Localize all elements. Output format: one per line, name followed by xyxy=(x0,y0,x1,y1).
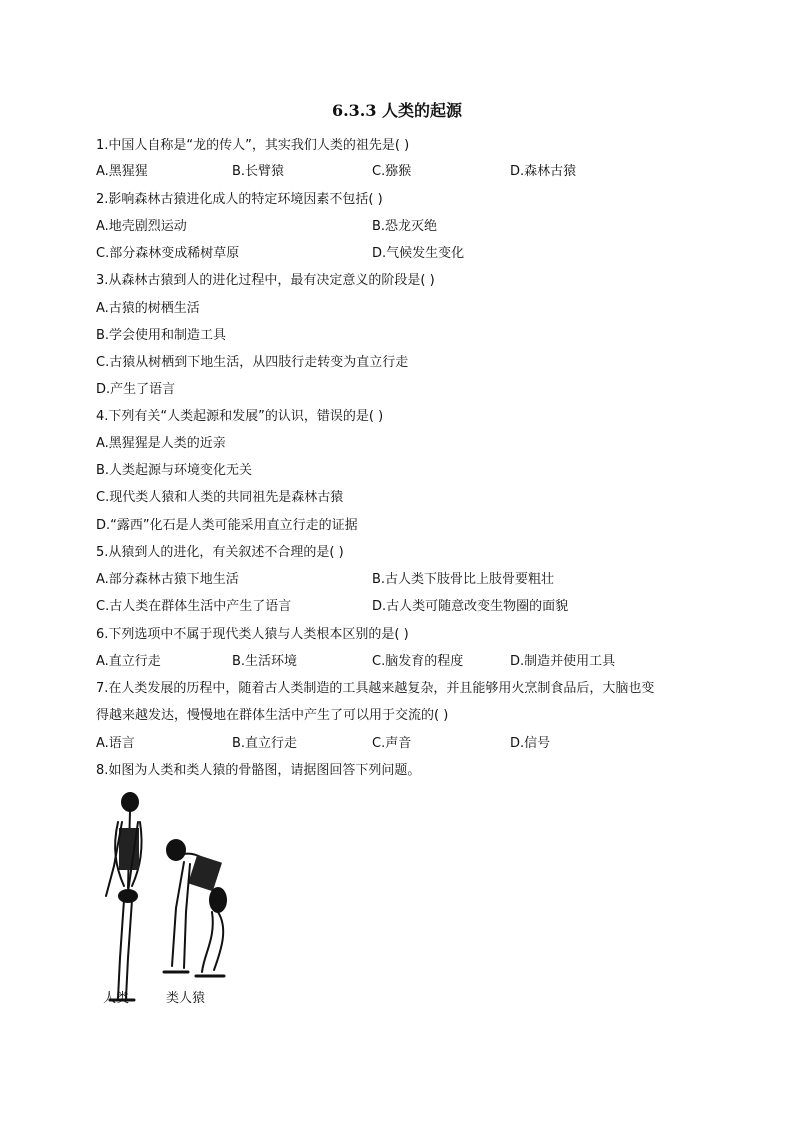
question-7-option-a: A.语言 xyxy=(96,736,135,751)
question-6-option-b: B.生活环境 xyxy=(232,654,298,669)
question-2-option-d: D.气候发生变化 xyxy=(372,246,465,261)
question-4-option-d: D.“露西”化石是人类可能采用直立行走的证据 xyxy=(96,518,358,533)
question-7-option-b: B.直立行走 xyxy=(232,736,298,751)
question-1-option-a: A.黑猩猩 xyxy=(96,164,148,179)
ape-skeleton xyxy=(164,840,226,976)
question-5-stem: 5.从猿到人的进化，有关叙述不合理的是( ) xyxy=(96,545,344,560)
skeleton-figure xyxy=(92,788,242,1008)
question-4-option-a: A.黑猩猩是人类的近亲 xyxy=(96,436,226,451)
question-7-stem-line1: 7.在人类发展的历程中，随着古人类制造的工具越来越复杂，并且能够用火烹制食品后，大脑也变 xyxy=(96,681,655,696)
question-2-stem: 2.影响森林古猿进化成人的特定环境因素不包括( ) xyxy=(96,192,383,207)
question-1-option-b: B.长臂猿 xyxy=(232,164,285,179)
question-8-stem: 8.如图为人类和类人猿的骨骼图，请据图回答下列问题。 xyxy=(96,763,421,778)
question-6-option-a: A.直立行走 xyxy=(96,654,161,669)
question-2-option-c: C.部分森林变成稀树草原 xyxy=(96,246,240,261)
question-4-option-c: C.现代类人猿和人类的共同祖先是森林古猿 xyxy=(96,490,344,505)
question-5-option-c: C.古人类在群体生活中产生了语言 xyxy=(96,599,292,614)
question-2-option-b: B.恐龙灭绝 xyxy=(372,219,438,234)
question-3-option-a: A.古猿的树栖生活 xyxy=(96,301,200,316)
question-6-option-c: C.脑发育的程度 xyxy=(372,654,464,669)
question-2-option-a: A.地壳剧烈运动 xyxy=(96,219,187,234)
question-5-option-d: D.古人类可随意改变生物圈的面貌 xyxy=(372,599,569,614)
question-7-option-c: C.声音 xyxy=(372,736,412,751)
question-6-option-d: D.制造并使用工具 xyxy=(510,654,616,669)
question-7-option-d: D.信号 xyxy=(510,736,551,751)
page-title: 6.3.3 人类的起源 xyxy=(331,101,463,120)
question-1-option-d: D.森林古猿 xyxy=(510,164,577,179)
question-3-option-d: D.产生了语言 xyxy=(96,382,176,397)
caption-human: 人类 xyxy=(103,991,130,1006)
question-5-option-b: B.古人类下肢骨比上肢骨要粗壮 xyxy=(372,572,555,587)
question-3-option-b: B.学会使用和制造工具 xyxy=(96,328,227,343)
human-skeleton xyxy=(106,793,142,1000)
question-1-option-c: C.猕猴 xyxy=(372,164,412,179)
question-3-stem: 3.从森林古猿到人的进化过程中，最有决定意义的阶段是( ) xyxy=(96,273,435,288)
question-6-stem: 6.下列选项中不属于现代类人猿与人类根本区别的是( ) xyxy=(96,627,409,642)
question-1-stem: 1.中国人自称是“龙的传人”，其实我们人类的祖先是( ) xyxy=(96,138,410,153)
caption-ape: 类人猿 xyxy=(166,991,206,1006)
question-4-stem: 4.下列有关“人类起源和发展”的认识，错误的是( ) xyxy=(96,409,384,424)
question-4-option-b: B.人类起源与环境变化无关 xyxy=(96,463,253,478)
question-3-option-c: C.古猿从树栖到下地生活，从四肢行走转变为直立行走 xyxy=(96,355,409,370)
question-5-option-a: A.部分森林古猿下地生活 xyxy=(96,572,239,587)
question-7-stem-line2: 得越来越发达，慢慢地在群体生活中产生了可以用于交流的( ) xyxy=(96,708,449,723)
